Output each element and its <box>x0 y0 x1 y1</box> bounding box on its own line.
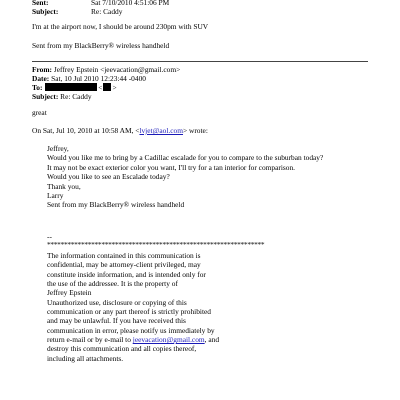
to-row <box>32 83 117 92</box>
disclaimer-line: destroy this communication and all copies thereof, <box>47 344 197 354</box>
disclaimer-dashes: -- <box>47 232 52 241</box>
disclaimer-block <box>47 251 219 363</box>
top-message-signature: Sent from my BlackBerry® wireless handheld <box>32 41 170 50</box>
disclaimer-return-line <box>47 335 219 344</box>
return-pre: return e-mail or by e-mail to <box>47 335 133 345</box>
divider <box>32 61 368 62</box>
disclaimer-stars: **************************************************************** <box>47 240 265 249</box>
quoted-line: Would you like me to bring by a Cadillac escalade for you to compare to the suburban today? <box>47 153 324 163</box>
disclaimer-line: Unauthorized use, disclosure or copying of this <box>47 297 187 307</box>
quote-intro-post: > wrote: <box>182 126 208 135</box>
quoted-line: Thank you, <box>47 181 81 191</box>
disclaimer-line: constitute inside information, and is intended only for <box>47 269 206 279</box>
quoted-line: Would you like to see an Escalade today? <box>47 172 170 182</box>
to-end: > <box>112 83 117 92</box>
date-value: Sat, 10 Jul 2010 12:23:44 -0400 <box>51 74 146 83</box>
date-row <box>32 74 146 83</box>
sent-label: Sent: <box>32 0 49 7</box>
from-label: From: <box>32 65 52 74</box>
disclaimer-line: the use of the addressee. It is the property of <box>47 279 178 289</box>
subject-value: Re: Caddy <box>91 7 123 16</box>
disclaimer-email-link[interactable]: jeevacation@gmail.com <box>132 335 205 345</box>
reply-subject-label: Subject: <box>32 92 59 101</box>
disclaimer-line: confidential, may be attorney-client privileged, may <box>47 260 201 270</box>
quoted-line: It may not be exact exterior color you want, I'll try for a tan interior for comparison. <box>47 162 296 172</box>
quoted-line: Larry <box>47 191 64 201</box>
subject-label: Subject: <box>32 7 59 16</box>
disclaimer-line: including all attachments. <box>47 353 124 363</box>
disclaimer-line: and may be unlawful. If you have received this <box>47 316 186 326</box>
to-label: To: <box>32 83 43 92</box>
redaction-block <box>103 83 111 91</box>
sent-value: Sat 7/10/2010 4:51:06 PM <box>91 0 170 7</box>
disclaimer-line: Jeffrey Epstein <box>47 288 92 298</box>
reply-subject-value: Re: Caddy <box>60 92 92 101</box>
from-row <box>32 65 180 74</box>
quote-email-link[interactable]: lvjet@aol.com <box>139 126 183 135</box>
disclaimer-line: The information contained in this communication is <box>47 251 201 260</box>
top-message-body: I'm at the airport now, I should be around 230pm with SUV <box>32 22 209 31</box>
return-post: , and <box>204 335 220 345</box>
disclaimer-line: communication in error, please notify us immediately by <box>47 325 215 335</box>
quoted-message <box>47 144 323 210</box>
quoted-line: Jeffrey, <box>47 144 69 153</box>
quoted-line: Sent from my BlackBerry® wireless handheld <box>47 200 185 210</box>
to-suffix: < <box>98 83 103 92</box>
disclaimer-line: communication or any part thereof is strictly prohibited <box>47 307 211 317</box>
quote-intro-pre: On Sat, Jul 10, 2010 at 10:58 AM, < <box>32 126 140 135</box>
redaction-block <box>45 83 97 91</box>
quote-intro <box>32 126 208 135</box>
reply-subject-row <box>32 92 92 101</box>
from-value: Jeffrey Epstein <jeevacation@gmail.com> <box>53 65 181 74</box>
date-label: Date: <box>32 74 50 83</box>
reply-body: great <box>32 108 47 117</box>
